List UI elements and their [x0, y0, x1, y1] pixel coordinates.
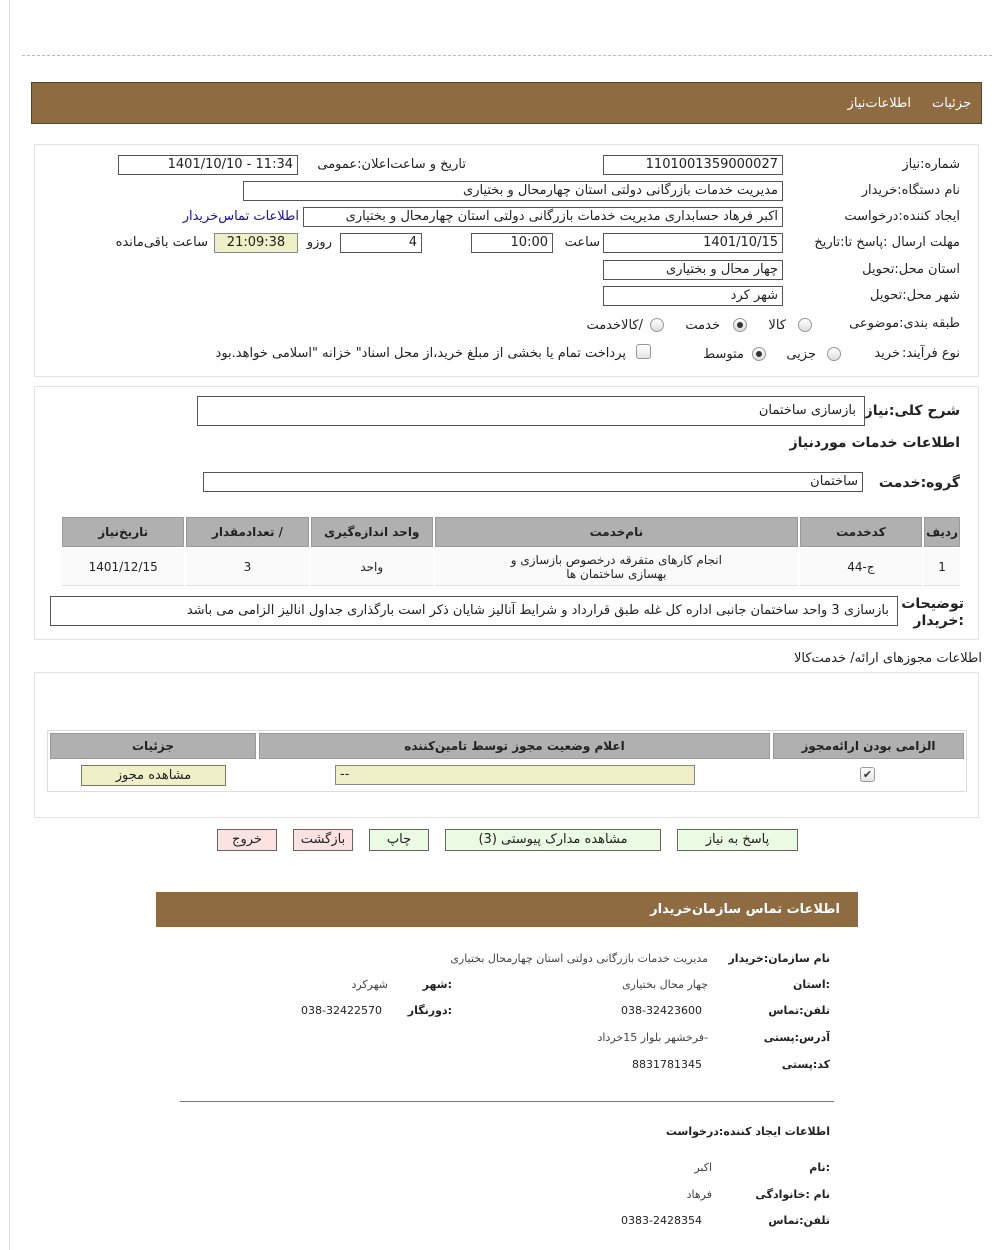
- province-field: چهار محال و بختیاری: [603, 260, 783, 280]
- category-service-label: خدمت: [685, 318, 720, 333]
- permit-status-header: اعلام وضعیت مجوز توسط تامین‌کننده: [259, 733, 770, 759]
- dotted-separator: [22, 55, 992, 56]
- need-number-field: 1101001359000027: [603, 155, 783, 175]
- contact-city-label: :شهر: [422, 978, 452, 991]
- category-goods-service-radio[interactable]: [650, 318, 664, 332]
- contact-fax-label: :دورنگار: [407, 1004, 452, 1017]
- contact-phone-label: تلفن:تماس: [768, 1004, 830, 1017]
- days-field: 4: [340, 233, 422, 253]
- deadline-time-label: ساعت: [564, 235, 600, 250]
- creator-name-label: :نام: [809, 1161, 830, 1174]
- contact-title: اطلاعات تماس سازمان‌خریدار: [650, 902, 840, 917]
- remaining-time-field: 21:09:38: [214, 233, 298, 253]
- view-attachments-button[interactable]: مشاهده مدارک پیوستی (3): [445, 829, 661, 851]
- permit-required-checkbox: ✔: [860, 767, 875, 782]
- service-group-field: ساختمان: [203, 472, 863, 492]
- deadline-date-field: 1401/10/15: [603, 233, 783, 253]
- cell-need-date: 1401/12/15: [62, 549, 184, 586]
- process-buy-label: خرید: [874, 346, 900, 361]
- buyer-notes-label: توضیحات :خریدار: [901, 596, 964, 629]
- remaining-label: ساعت باقی‌مانده: [115, 235, 208, 250]
- contact-header: [156, 892, 858, 927]
- permit-required-header: الزامی بودن ارائه‌مجوز: [773, 733, 964, 759]
- general-desc-label: شرح کلی:نیاز: [864, 403, 960, 419]
- deadline-time-field: 10:00: [471, 233, 553, 253]
- col-unit: واحد اندازه‌گیری: [311, 517, 433, 547]
- process-type-label: نوع فرآیند:: [902, 346, 960, 361]
- category-goods-service-label: /کالاخدمت: [586, 318, 643, 333]
- permit-status-field: --: [335, 765, 695, 785]
- reply-to-need-button[interactable]: پاسخ به نیاز: [677, 829, 798, 851]
- services-title: اطلاعات خدمات موردنیاز: [789, 435, 960, 451]
- permits-title: اطلاعات مجوزهای ارائه/ خدمت‌کالا: [793, 651, 982, 666]
- col-service-name: نام‌خدمت: [435, 517, 798, 547]
- process-partial-label: جزیی: [786, 347, 816, 362]
- header-details-label: جزئیات: [932, 96, 971, 111]
- creator-family-label: نام :خانوادگی: [755, 1188, 830, 1201]
- announce-label: تاریخ و ساعت‌اعلان:عمومی: [317, 157, 466, 172]
- cell-row: 1: [924, 549, 960, 586]
- service-table: [60, 515, 962, 588]
- city-label: شهر محل:تحویل: [870, 288, 960, 303]
- process-partial-radio[interactable]: [827, 347, 841, 361]
- creator-phone-label: تلفن:تماس: [768, 1214, 830, 1227]
- creator-name-value: اکبر: [694, 1161, 712, 1174]
- cell-quantity: 3: [186, 549, 308, 586]
- view-permit-button[interactable]: مشاهده مجوز: [81, 765, 226, 786]
- contact-org-value: مدیریت خدمات بازرگانی دولتی استان چهارمحال بختیاری: [450, 952, 708, 965]
- need-info-panel: [34, 144, 979, 377]
- announce-field: 1401/10/10 - 11:34: [118, 155, 298, 175]
- service-group-label: گروه:خدمت: [878, 475, 960, 491]
- contact-address-value: -فرخشهر بلوار 15خرداد: [597, 1031, 708, 1044]
- days-label: روزو: [306, 235, 332, 250]
- category-service-radio[interactable]: [733, 318, 747, 332]
- col-quantity: / تعدادمقدار: [186, 517, 308, 547]
- contact-phone-value: 038-32423600: [621, 1004, 702, 1017]
- creator-family-value: فرهاد: [686, 1188, 712, 1201]
- print-button[interactable]: چاپ: [369, 829, 429, 851]
- col-need-date: تاریخ‌نیاز: [62, 517, 184, 547]
- contact-address-label: آدرس:پستی: [763, 1031, 830, 1044]
- creator-phone-value: 0383-2428354: [621, 1214, 702, 1227]
- cell-unit: واحد: [311, 549, 433, 586]
- permit-details-header: جزئیات: [50, 733, 256, 759]
- need-number-label: شماره‌:نیاز: [902, 157, 960, 172]
- category-label: طبقه بندی:موضوعی: [849, 316, 960, 331]
- buyer-notes-field: بازسازی 3 واحد ساختمان جانبی اداره کل غله طبق قرارداد و شرایط آنالیز شایان ذکر است بارگذاری جداول انالیز الزامی می باشد: [50, 596, 898, 626]
- contact-postal-value: 8831781345: [632, 1058, 702, 1071]
- category-goods-label: کالا: [768, 318, 786, 333]
- deadline-label: مهلت ارسال :پاسخ تا:تاریخ: [814, 235, 960, 250]
- contact-city-value: شهرکرد: [351, 978, 388, 991]
- province-label: استان محل:تحویل: [862, 262, 960, 277]
- category-goods-radio[interactable]: [798, 318, 812, 332]
- city-field: شهر کرد: [603, 286, 783, 306]
- table-row: [62, 549, 960, 586]
- treasury-payment-checkbox[interactable]: [636, 344, 651, 359]
- process-medium-label: متوسط: [703, 347, 744, 362]
- page-left-border: [9, 0, 10, 1250]
- contact-org-label: نام سازمان:خریدار: [728, 952, 830, 965]
- contact-province-value: چهار محال بختیاری: [622, 978, 708, 991]
- creator-field: اکبر فرهاد حسابداری مدیریت خدمات بازرگانی دولتی استان چهارمحال و بختیاری: [303, 207, 783, 227]
- org-label: نام دستگاه:خریدار: [861, 183, 960, 198]
- general-desc-field: بازسازی ساختمان: [197, 396, 865, 426]
- buyer-contact-link[interactable]: اطلاعات تماس‌خریدار: [182, 209, 299, 224]
- process-medium-radio[interactable]: [752, 347, 766, 361]
- col-row: ردیف: [924, 517, 960, 547]
- details-header: [31, 82, 982, 124]
- creator-label: ایجاد کننده:درخواست: [844, 209, 960, 224]
- treasury-payment-text: پرداخت تمام یا بخشی از مبلغ خرید،از محل اسناد" خزانه "اسلامی خواهد.بود: [215, 346, 626, 361]
- exit-button[interactable]: خروج: [217, 829, 277, 851]
- org-field: مدیریت خدمات بازرگانی دولتی استان چهارمحال و بختیاری: [243, 181, 783, 201]
- cell-service-name: انجام کارهای متفرقه درخصوص بازسازی و بهسازی ساختمان ها: [435, 549, 798, 586]
- contact-province-label: :استان: [793, 978, 830, 991]
- contact-postal-label: کد:پستی: [781, 1058, 830, 1071]
- header-info-label: اطلاعات‌نیاز: [847, 96, 911, 111]
- contact-fax-value: 038-32422570: [301, 1004, 382, 1017]
- contact-divider: [180, 1101, 834, 1102]
- creator-info-title: اطلاعات ایجاد کننده:درخواست: [665, 1125, 830, 1138]
- col-service-code: کدخدمت: [800, 517, 922, 547]
- back-button[interactable]: بازگشت: [293, 829, 353, 851]
- cell-service-code: ج-44: [800, 549, 922, 586]
